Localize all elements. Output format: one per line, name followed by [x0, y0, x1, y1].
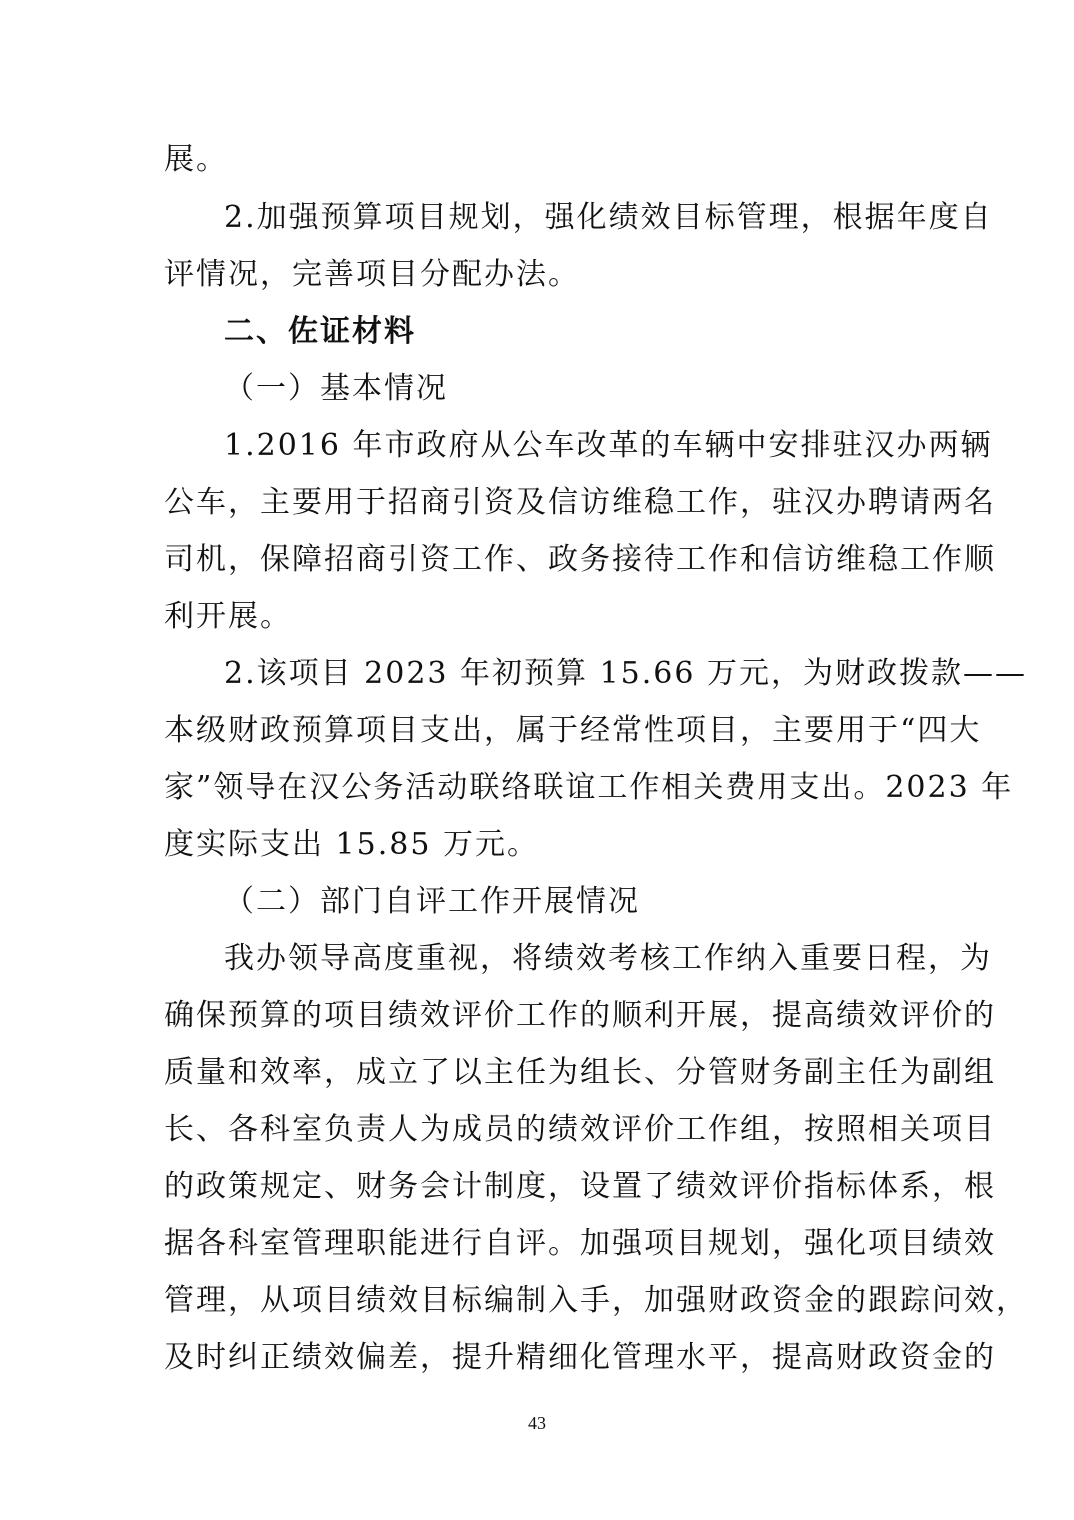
text-line: 展。 [164, 142, 228, 177]
text-line: 利开展。 [164, 599, 292, 634]
text-line: 及时纠正绩效偏差，提升精细化管理水平，提高财政资金的 [164, 1340, 996, 1375]
text-line: 据各科室管理职能进行自评。加强项目规划，强化项目绩效 [164, 1226, 996, 1261]
text-line: 长、各科室负责人为成员的绩效评价工作组，按照相关项目 [164, 1112, 996, 1147]
text-line: 质量和效率，成立了以主任为组长、分管财务副主任为副组 [164, 1055, 996, 1090]
text-line: 家”领导在汉公务活动联络联谊工作相关费用支出。2023 年 [164, 770, 1014, 805]
subsection-heading: （二）部门自评工作开展情况 [224, 884, 640, 919]
subsection-heading: （一）基本情况 [224, 371, 448, 406]
text-line: 本级财政预算项目支出，属于经常性项目，主要用于“四大 [164, 713, 982, 748]
text-line: 度实际支出 15.85 万元。 [164, 827, 539, 862]
text-line: 管理，从项目绩效目标编制入手，加强财政资金的跟踪问效， [164, 1283, 1028, 1318]
text-line: 司机，保障招商引资工作、政务接待工作和信访维稳工作顺 [164, 542, 996, 577]
text-line: 2.加强预算项目规划，强化绩效目标管理，根据年度自 [224, 200, 993, 235]
section-heading: 二、佐证材料 [224, 314, 416, 349]
text-line: 1.2016 年市政府从公车改革的车辆中安排驻汉办两辆 [224, 428, 993, 463]
text-line: 的政策规定、财务会计制度，设置了绩效评价指标体系，根 [164, 1169, 996, 1204]
text-line: 我办领导高度重视，将绩效考核工作纳入重要日程，为 [224, 941, 992, 976]
page-number: 43 [528, 1413, 546, 1433]
text-line: 评情况，完善项目分配办法。 [164, 257, 580, 292]
text-line: 2.该项目 2023 年初预算 15.66 万元，为财政拨款—— [224, 656, 1027, 691]
text-line: 确保预算的项目绩效评价工作的顺利开展，提高绩效评价的 [164, 998, 996, 1033]
text-line: 公车，主要用于招商引资及信访维稳工作，驻汉办聘请两名 [164, 485, 996, 520]
